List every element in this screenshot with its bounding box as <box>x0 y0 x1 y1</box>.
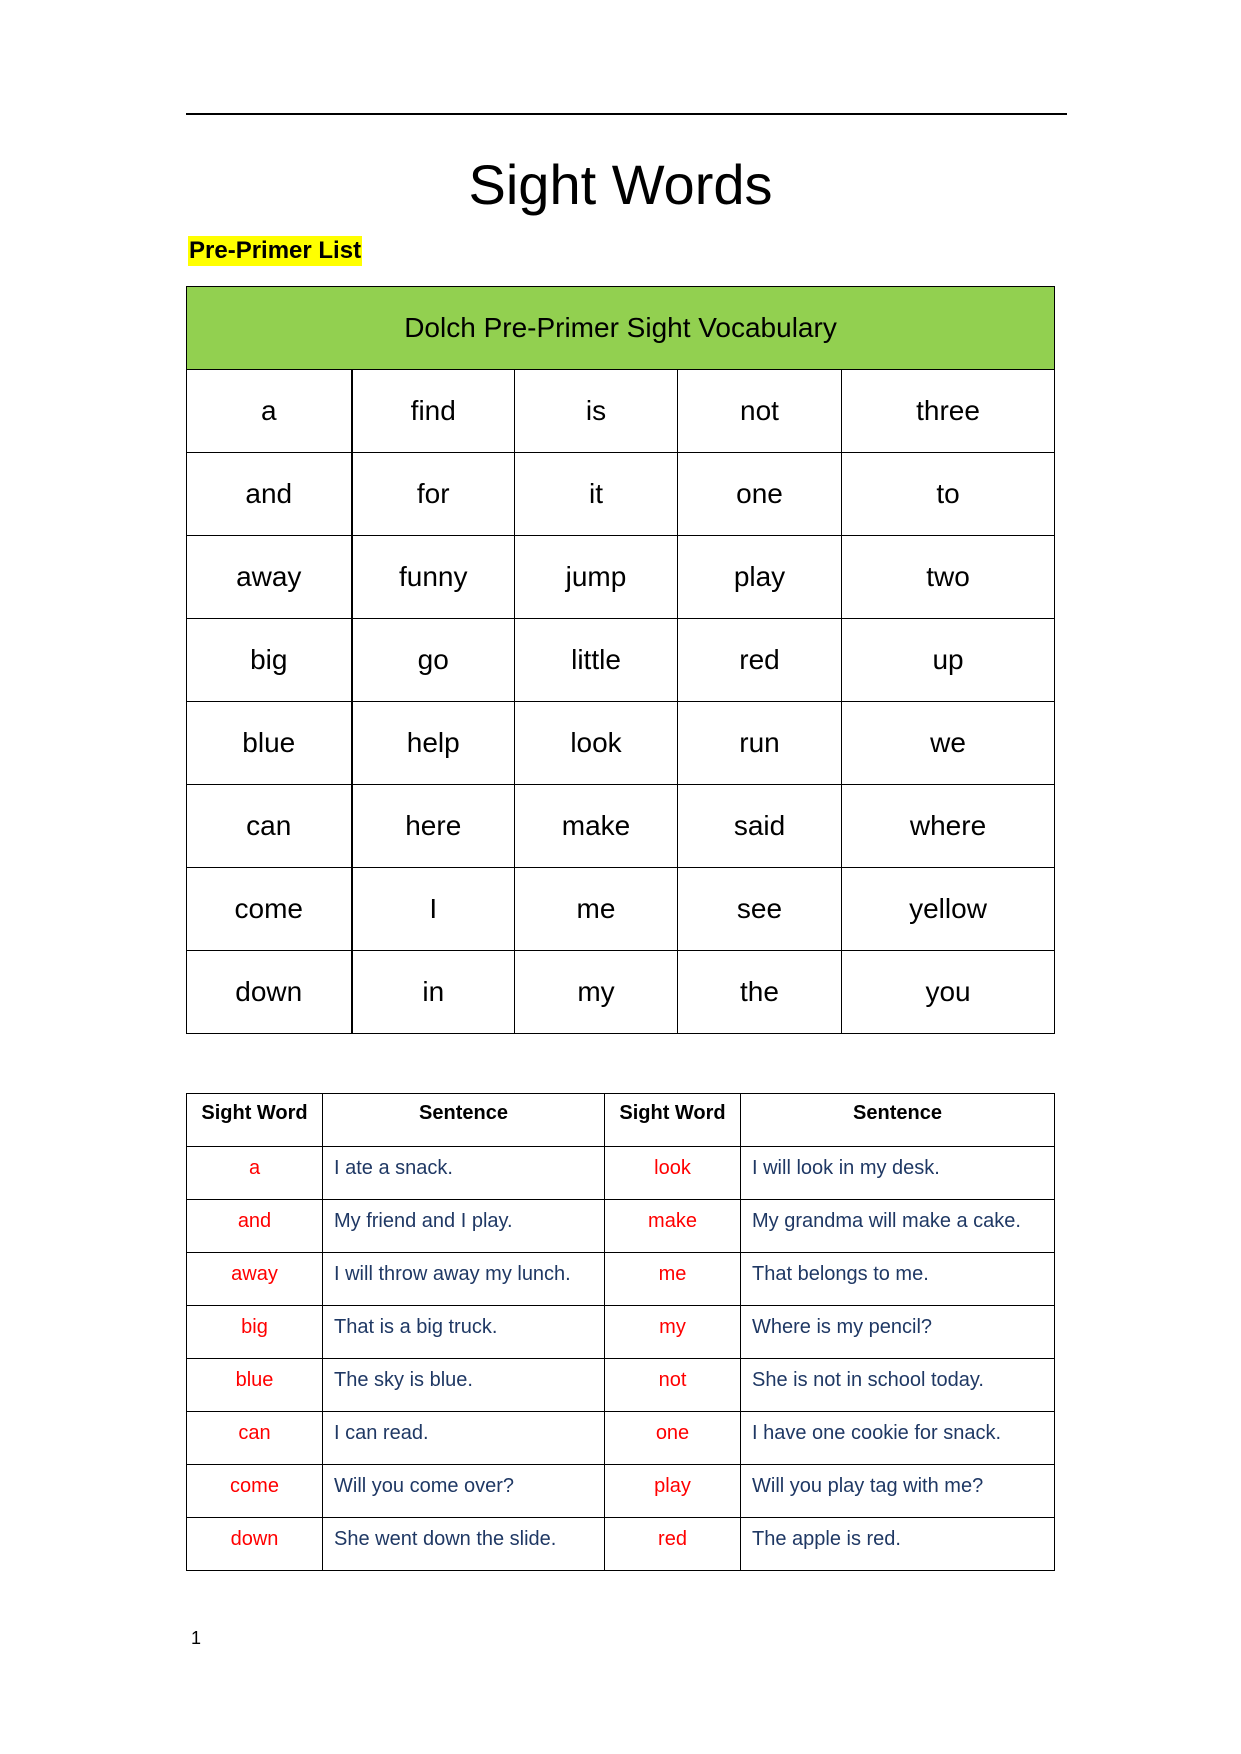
sentence-cell: I can read. <box>323 1412 605 1465</box>
vocab-word: little <box>515 619 678 702</box>
vocab-word: said <box>678 785 842 868</box>
sight-word-cell: a <box>187 1147 323 1200</box>
sentence-table <box>186 1093 1055 1571</box>
sight-word-cell: make <box>605 1200 741 1253</box>
vocab-word: away <box>187 536 352 619</box>
sight-word-cell: me <box>605 1253 741 1306</box>
table-row <box>187 1147 1055 1200</box>
vocab-word: yellow <box>842 868 1055 951</box>
vocab-table <box>186 286 1055 1034</box>
vocab-row <box>187 868 1055 951</box>
vocab-word: my <box>515 951 678 1034</box>
vocab-word: two <box>842 536 1055 619</box>
sentence-cell: She is not in school today. <box>741 1359 1055 1412</box>
sentence-cell: I will throw away my lunch. <box>323 1253 605 1306</box>
vocab-row <box>187 951 1055 1034</box>
sight-word-cell: not <box>605 1359 741 1412</box>
top-rule <box>186 113 1067 115</box>
vocab-word: the <box>678 951 842 1034</box>
vocab-row <box>187 370 1055 453</box>
sentence-cell: Where is my pencil? <box>741 1306 1055 1359</box>
vocab-word: and <box>187 453 352 536</box>
table-row <box>187 1200 1055 1253</box>
sentence-cell: The apple is red. <box>741 1518 1055 1571</box>
vocab-word: one <box>678 453 842 536</box>
list-label: Pre-Primer List <box>189 237 362 264</box>
vocab-word: for <box>352 453 515 536</box>
vocab-word: help <box>352 702 515 785</box>
sight-word-cell: down <box>187 1518 323 1571</box>
table-row <box>187 1306 1055 1359</box>
vocab-word: find <box>352 370 515 453</box>
table-row <box>187 1253 1055 1306</box>
vocab-word: play <box>678 536 842 619</box>
sentence-cell: The sky is blue. <box>323 1359 605 1412</box>
table-row <box>187 1359 1055 1412</box>
vocab-word: a <box>187 370 352 453</box>
sentence-cell: I ate a snack. <box>323 1147 605 1200</box>
vocab-word: up <box>842 619 1055 702</box>
vocab-row <box>187 453 1055 536</box>
sentence-cell: I have one cookie for snack. <box>741 1412 1055 1465</box>
vocab-word: go <box>352 619 515 702</box>
vocab-word: to <box>842 453 1055 536</box>
vocab-word: not <box>678 370 842 453</box>
vocab-word: you <box>842 951 1055 1034</box>
page-title: Sight Words <box>468 153 773 216</box>
sight-word-cell: look <box>605 1147 741 1200</box>
table-row <box>187 1518 1055 1571</box>
sentence-cell: That belongs to me. <box>741 1253 1055 1306</box>
sight-word-cell: and <box>187 1200 323 1253</box>
vocab-word: where <box>842 785 1055 868</box>
sight-word-cell: blue <box>187 1359 323 1412</box>
sentence-cell: I will look in my desk. <box>741 1147 1055 1200</box>
sight-word-cell: big <box>187 1306 323 1359</box>
sentence-cell: My grandma will make a cake. <box>741 1200 1055 1253</box>
vocab-word: see <box>678 868 842 951</box>
sentence-cell: She went down the slide. <box>323 1518 605 1571</box>
vocab-word: I <box>352 868 515 951</box>
sight-word-cell: red <box>605 1518 741 1571</box>
vocab-table-header: Dolch Pre-Primer Sight Vocabulary <box>187 287 1055 370</box>
vocab-word: it <box>515 453 678 536</box>
vocab-word: down <box>187 951 352 1034</box>
sentence-cell: That is a big truck. <box>323 1306 605 1359</box>
sight-word-cell: come <box>187 1465 323 1518</box>
vocab-word: make <box>515 785 678 868</box>
vocab-word: is <box>515 370 678 453</box>
sentence-cell: My friend and I play. <box>323 1200 605 1253</box>
page-number: 1 <box>191 1628 202 1648</box>
table-row <box>187 1412 1055 1465</box>
vocab-word: run <box>678 702 842 785</box>
column-header-sight-word: Sight Word <box>605 1094 741 1147</box>
vocab-word: here <box>352 785 515 868</box>
vocab-word: blue <box>187 702 352 785</box>
table-row <box>187 1465 1055 1518</box>
vocab-word: can <box>187 785 352 868</box>
vocab-word: look <box>515 702 678 785</box>
column-header-sentence: Sentence <box>741 1094 1055 1147</box>
sight-word-cell: one <box>605 1412 741 1465</box>
vocab-row <box>187 619 1055 702</box>
vocab-word: we <box>842 702 1055 785</box>
sight-word-cell: my <box>605 1306 741 1359</box>
vocab-row <box>187 536 1055 619</box>
sight-word-cell: play <box>605 1465 741 1518</box>
vocab-word: jump <box>515 536 678 619</box>
vocab-word: come <box>187 868 352 951</box>
column-header-sight-word: Sight Word <box>187 1094 323 1147</box>
sight-word-cell: away <box>187 1253 323 1306</box>
vocab-word: me <box>515 868 678 951</box>
vocab-word: big <box>187 619 352 702</box>
vocab-word: red <box>678 619 842 702</box>
vocab-word: in <box>352 951 515 1034</box>
sight-word-cell: can <box>187 1412 323 1465</box>
column-header-sentence: Sentence <box>323 1094 605 1147</box>
sentence-cell: Will you play tag with me? <box>741 1465 1055 1518</box>
vocab-word: funny <box>352 536 515 619</box>
vocab-row <box>187 785 1055 868</box>
vocab-word: three <box>842 370 1055 453</box>
sentence-cell: Will you come over? <box>323 1465 605 1518</box>
vocab-row <box>187 702 1055 785</box>
